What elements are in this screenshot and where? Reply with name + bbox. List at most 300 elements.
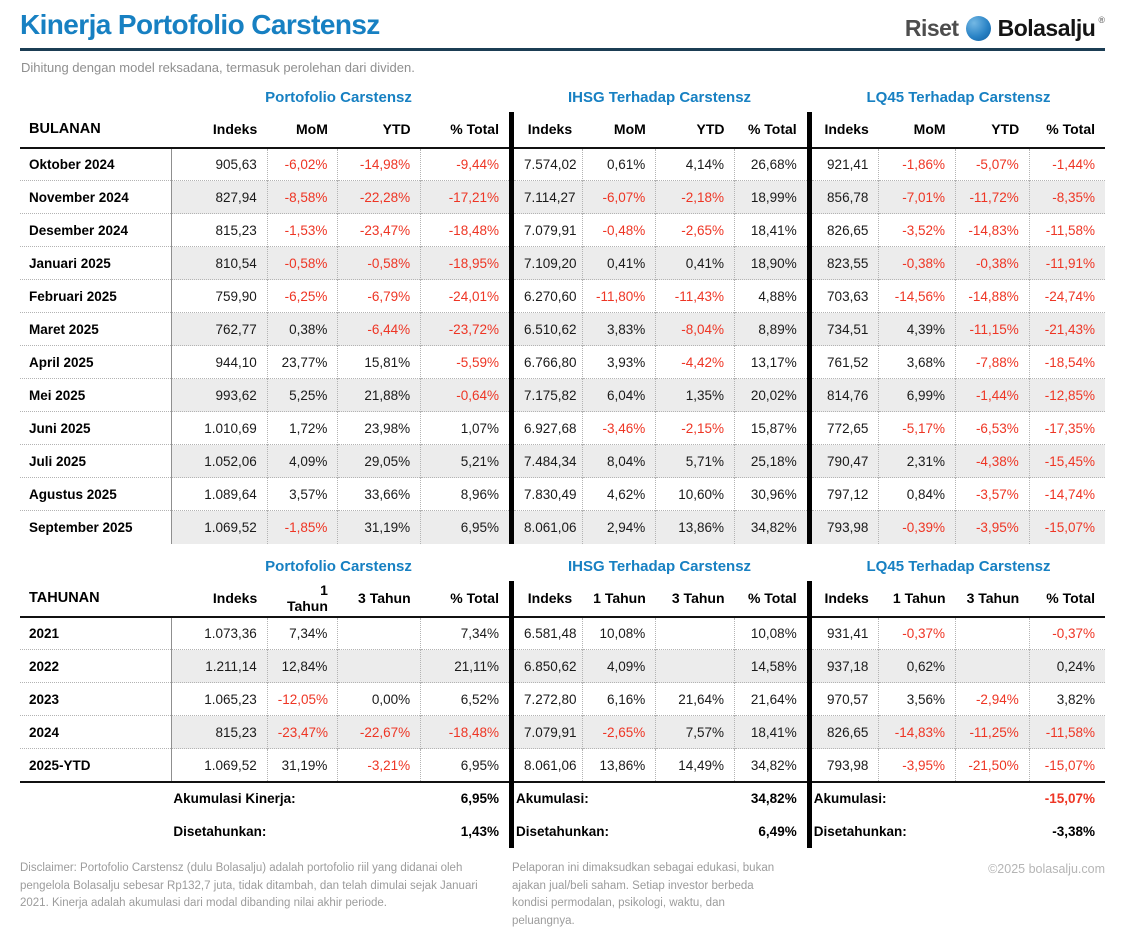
value-cell: 25,18% (735, 445, 810, 478)
value-cell: 797,12 (809, 478, 879, 511)
value-cell: -23,47% (338, 214, 421, 247)
value-cell: 6,04% (582, 379, 656, 412)
value-cell: -8,35% (1029, 181, 1105, 214)
value-cell: 7.079,91 (511, 716, 582, 749)
monthly-table-header (20, 112, 1105, 148)
value-cell: -14,83% (956, 214, 1030, 247)
summary-label: Disetahunkan: (511, 815, 655, 848)
monthly-section-titles (20, 89, 1105, 106)
value-cell: -9,44% (421, 148, 512, 181)
value-cell: 21,64% (735, 683, 810, 716)
value-cell: 8,04% (582, 445, 656, 478)
value-cell: 1.010,69 (171, 412, 267, 445)
col-header-mom: MoM (267, 112, 338, 148)
value-cell: -2,94% (956, 683, 1030, 716)
value-cell: -7,88% (956, 346, 1030, 379)
summary-row-disetahunkan (20, 815, 1105, 848)
value-cell: 793,98 (809, 511, 879, 544)
month-label: April 2025 (20, 346, 171, 379)
table-row (20, 749, 1105, 782)
value-cell: -22,67% (338, 716, 421, 749)
value-cell: -0,38% (879, 247, 956, 280)
value-cell: 31,19% (338, 511, 421, 544)
table-row (20, 214, 1105, 247)
value-cell: 856,78 (809, 181, 879, 214)
brand-logo (905, 16, 1105, 41)
value-cell: 905,63 (215, 157, 257, 173)
value-cell: 8,96% (421, 478, 512, 511)
col-header-1tahun: 1 Tahun (267, 581, 338, 617)
value-cell: 10,08% (582, 617, 656, 650)
value-cell: 1.211,14 (171, 650, 267, 683)
value-cell: -15,07% (1029, 511, 1105, 544)
value-cell: 3,57% (267, 478, 338, 511)
value-cell: -0,64% (421, 379, 512, 412)
summary-value: -3,38% (1052, 823, 1095, 839)
value-cell: 1.069,52 (171, 511, 267, 544)
table-row (20, 412, 1105, 445)
value-cell: 3,83% (582, 313, 656, 346)
value-cell: 0,24% (1029, 650, 1105, 683)
value-cell: -17,21% (421, 181, 512, 214)
table-row (20, 478, 1105, 511)
value-cell: -2,15% (656, 412, 735, 445)
col-header-indeks: Indeks (511, 581, 582, 617)
section-title-portofolio: Portofolio Carstensz (265, 557, 412, 575)
value-cell: 0,38% (267, 313, 338, 346)
section-title-lq45: LQ45 Terhadap Carstensz (866, 557, 1051, 575)
value-cell: -6,02% (267, 148, 338, 181)
col-header-indeks: Indeks (171, 581, 267, 617)
value-cell: 1.089,64 (171, 478, 267, 511)
value-cell: -2,18% (656, 181, 735, 214)
disclaimer-text: Disclaimer: Portofolio Carstensz (dulu Bolasalju) adalah portofolio riil yang didanai oleh pengelola Bolasalju sebesar Rp132,7 juta, tidak ditambah, dan telah dimulai sejak Januari 2021. Kinerja adalah akumulasi dari modal dibanding nilai akhir periode. (20, 861, 478, 910)
year-label: 2022 (20, 650, 171, 683)
value-cell: 815,23 (171, 214, 267, 247)
value-cell: 7,34% (421, 617, 512, 650)
value-cell: 970,57 (809, 683, 879, 716)
summary-label: Akumulasi Kinerja: (173, 791, 296, 807)
value-cell: -23,47% (267, 716, 338, 749)
value-cell: 4,09% (582, 650, 656, 683)
value-cell: -18,48% (421, 716, 512, 749)
col-header-1tahun: 1 Tahun (582, 581, 656, 617)
value-cell: -0,37% (879, 617, 956, 650)
value-cell: -0,58% (267, 247, 338, 280)
month-label: Januari 2025 (20, 247, 171, 280)
value-cell: 18,90% (735, 247, 810, 280)
registered-mark: ® (1098, 14, 1105, 25)
col-header-indeks: Indeks (809, 581, 879, 617)
col-header-total: % Total (1029, 112, 1105, 148)
value-cell: 772,65 (809, 412, 879, 445)
value-cell: 5,25% (267, 379, 338, 412)
value-cell: -18,95% (421, 247, 512, 280)
col-header-indeks: Indeks (171, 112, 267, 148)
col-header-3tahun: 3 Tahun (956, 581, 1030, 617)
value-cell: -3,95% (956, 511, 1030, 544)
value-cell: 1.073,36 (204, 626, 257, 642)
value-cell: 7.830,49 (511, 478, 582, 511)
value-cell: 1.065,23 (171, 683, 267, 716)
summary-label: Disetahunkan: (173, 823, 267, 839)
value-cell: -0,38% (956, 247, 1030, 280)
value-cell (956, 617, 1030, 650)
yearly-row-header: TAHUNAN (20, 581, 171, 617)
brand-riset-label: Riset (904, 14, 959, 41)
table-row (20, 346, 1105, 379)
value-cell: -14,56% (879, 280, 956, 313)
summary-label: Disetahunkan: (809, 815, 955, 848)
bolasalju-ball-icon (966, 16, 991, 41)
value-cell: 6.927,68 (511, 412, 582, 445)
month-label: November 2024 (20, 181, 171, 214)
value-cell: 6.270,60 (511, 280, 582, 313)
value-cell: 4,39% (879, 313, 956, 346)
value-cell: -12,85% (1029, 379, 1105, 412)
value-cell: -4,42% (656, 346, 735, 379)
value-cell: -17,35% (1029, 412, 1105, 445)
value-cell: -3,52% (879, 214, 956, 247)
value-cell: -2,65% (656, 214, 735, 247)
value-cell: -2,65% (582, 716, 656, 749)
value-cell: 21,64% (656, 683, 735, 716)
monthly-row-header: BULANAN (20, 112, 171, 148)
col-header-ytd: YTD (956, 112, 1030, 148)
value-cell: 7,57% (656, 716, 735, 749)
table-row (20, 511, 1105, 544)
value-cell: -18,54% (1029, 346, 1105, 379)
col-header-ytd: YTD (338, 112, 421, 148)
value-cell: -8,58% (267, 181, 338, 214)
value-cell (338, 617, 421, 650)
value-cell: 23,98% (338, 412, 421, 445)
value-cell: -24,74% (1029, 280, 1105, 313)
value-cell: -1,85% (267, 511, 338, 544)
value-cell: 13,17% (735, 346, 810, 379)
col-header-3tahun: 3 Tahun (656, 581, 735, 617)
value-cell: -3,95% (879, 749, 956, 782)
value-cell: 15,87% (735, 412, 810, 445)
value-cell: 0,62% (879, 650, 956, 683)
summary-spacer (20, 815, 171, 848)
value-cell: 6,95% (421, 511, 512, 544)
summary-row-akumulasi (20, 782, 1105, 815)
value-cell: 8.061,06 (511, 749, 582, 782)
value-cell: 790,47 (809, 445, 879, 478)
value-cell: -6,53% (956, 412, 1030, 445)
summary-value: 1,43% (460, 823, 499, 839)
value-cell: 21,11% (421, 650, 512, 683)
section-title-lq45: LQ45 Terhadap Carstensz (866, 88, 1051, 106)
month-label: Februari 2025 (20, 280, 171, 313)
value-cell: -12,05% (267, 683, 338, 716)
value-cell: -0,37% (1029, 617, 1105, 650)
value-cell: 823,55 (809, 247, 879, 280)
education-note: Pelaporan ini dimaksudkan sebagai edukasi, bukan ajakan jual/beli saham. Setiap investor berbeda kondisi permodalan, psikologi, waktu, dan peluangnya. (512, 861, 775, 928)
value-cell: 15,81% (338, 346, 421, 379)
value-cell: -6,07% (582, 181, 656, 214)
value-cell: 8,89% (735, 313, 810, 346)
value-cell: 7,34% (267, 617, 338, 650)
summary-value: 6,49% (758, 823, 797, 839)
value-cell: 3,93% (582, 346, 656, 379)
masthead (20, 0, 1105, 41)
section-title-ihsg: IHSG Terhadap Carstensz (567, 88, 752, 106)
table-row (20, 379, 1105, 412)
value-cell: 1.052,06 (171, 445, 267, 478)
yearly-performance-table (20, 581, 1105, 848)
page-title: Kinerja Portofolio Carstensz (20, 9, 380, 40)
value-cell: 33,66% (338, 478, 421, 511)
value-cell: 734,51 (809, 313, 879, 346)
table-row (20, 313, 1105, 346)
value-cell (656, 650, 735, 683)
value-cell: 13,86% (582, 749, 656, 782)
value-cell: -6,25% (267, 280, 338, 313)
monthly-table-body (20, 148, 1105, 544)
value-cell: 814,76 (809, 379, 879, 412)
value-cell: 7.574,02 (511, 148, 582, 181)
table-row (20, 617, 1105, 650)
table-row (20, 181, 1105, 214)
value-cell: 2,94% (582, 511, 656, 544)
month-label: Maret 2025 (20, 313, 171, 346)
summary-value: -15,07% (1044, 791, 1095, 807)
summary-label: Akumulasi: (809, 782, 955, 815)
value-cell: 7.175,82 (511, 379, 582, 412)
value-cell: 921,41 (809, 148, 879, 181)
value-cell: 761,52 (809, 346, 879, 379)
table-row (20, 247, 1105, 280)
value-cell: 793,98 (809, 749, 879, 782)
value-cell: -22,28% (338, 181, 421, 214)
value-cell: 6,16% (582, 683, 656, 716)
value-cell: 993,62 (171, 379, 267, 412)
col-header-total: % Total (421, 581, 512, 617)
col-header-total: % Total (421, 112, 512, 148)
value-cell: 815,23 (171, 716, 267, 749)
value-cell: -5,07% (956, 148, 1030, 181)
month-label: Desember 2024 (20, 214, 171, 247)
value-cell: 4,62% (582, 478, 656, 511)
report-subtitle: Dihitung dengan model reksadana, termasuk perolehan dari dividen. (21, 59, 415, 75)
value-cell: 18,99% (735, 181, 810, 214)
value-cell: 6.510,62 (511, 313, 582, 346)
monthly-performance-table (20, 112, 1105, 544)
value-cell: 7.484,34 (511, 445, 582, 478)
value-cell: 10,60% (656, 478, 735, 511)
value-cell: -11,58% (1029, 214, 1105, 247)
value-cell: -4,38% (956, 445, 1030, 478)
value-cell: -3,57% (956, 478, 1030, 511)
col-header-indeks: Indeks (511, 112, 582, 148)
value-cell: 7.272,80 (511, 683, 582, 716)
value-cell: 827,94 (171, 181, 267, 214)
col-header-1tahun: 1 Tahun (879, 581, 956, 617)
month-label: Juni 2025 (20, 412, 171, 445)
value-cell: -6,79% (338, 280, 421, 313)
value-cell: 14,49% (656, 749, 735, 782)
value-cell: 0,84% (879, 478, 956, 511)
brand-bolasalju-label: Bolasalju (997, 14, 1096, 41)
value-cell: -5,59% (421, 346, 512, 379)
value-cell: 759,90 (171, 280, 267, 313)
summary-spacer (20, 782, 171, 815)
value-cell: 29,05% (338, 445, 421, 478)
value-cell: 34,82% (735, 511, 810, 544)
summary-label: Akumulasi: (511, 782, 655, 815)
value-cell: 826,65 (809, 214, 879, 247)
value-cell: -5,17% (879, 412, 956, 445)
value-cell: 931,41 (809, 617, 879, 650)
value-cell: 7.079,91 (511, 214, 582, 247)
summary-rows (20, 782, 1105, 848)
value-cell: 30,96% (735, 478, 810, 511)
value-cell: -11,15% (956, 313, 1030, 346)
section-title-ihsg: IHSG Terhadap Carstensz (567, 557, 752, 575)
value-cell: 944,10 (171, 346, 267, 379)
copyright: ©2025 bolasalju.com (988, 861, 1105, 876)
month-label: Agustus 2025 (20, 478, 171, 511)
col-header-mom: MoM (879, 112, 956, 148)
value-cell: 0,61% (582, 148, 656, 181)
value-cell: -18,48% (421, 214, 512, 247)
title-underline (20, 48, 1105, 51)
value-cell: -21,43% (1029, 313, 1105, 346)
value-cell: 0,41% (582, 247, 656, 280)
value-cell: 6,99% (879, 379, 956, 412)
report-page (20, 0, 1105, 931)
table-row (20, 280, 1105, 313)
year-label: 2021 (20, 617, 171, 650)
table-row (20, 683, 1105, 716)
value-cell: -15,07% (1029, 749, 1105, 782)
value-cell: 6.850,62 (511, 650, 582, 683)
value-cell: -0,48% (582, 214, 656, 247)
col-header-ytd: YTD (656, 112, 735, 148)
value-cell: 21,88% (338, 379, 421, 412)
summary-value: 6,95% (460, 791, 499, 807)
value-cell: -3,21% (338, 749, 421, 782)
yearly-table-body (20, 617, 1105, 782)
table-row (20, 716, 1105, 749)
value-cell: 12,84% (267, 650, 338, 683)
value-cell: -11,72% (956, 181, 1030, 214)
section-title-portofolio: Portofolio Carstensz (265, 88, 412, 106)
value-cell: 703,63 (809, 280, 879, 313)
yearly-section-titles (20, 558, 1105, 575)
value-cell: 1.069,52 (171, 749, 267, 782)
month-label: September 2025 (20, 511, 171, 544)
value-cell: 0,41% (656, 247, 735, 280)
value-cell: 10,08% (735, 617, 810, 650)
value-cell: -0,58% (338, 247, 421, 280)
value-cell: -1,44% (1029, 148, 1105, 181)
value-cell: -11,43% (656, 280, 735, 313)
value-cell: 810,54 (171, 247, 267, 280)
value-cell: 6.581,48 (511, 617, 582, 650)
value-cell: -23,72% (421, 313, 512, 346)
value-cell: 826,65 (809, 716, 879, 749)
table-row (20, 650, 1105, 683)
value-cell: -1,53% (267, 214, 338, 247)
value-cell: -11,25% (956, 716, 1030, 749)
month-label: Juli 2025 (20, 445, 171, 478)
value-cell: 4,88% (735, 280, 810, 313)
value-cell: -14,98% (338, 148, 421, 181)
value-cell (338, 650, 421, 683)
value-cell: 8.061,06 (511, 511, 582, 544)
value-cell: 3,56% (879, 683, 956, 716)
value-cell: -8,04% (656, 313, 735, 346)
value-cell: -6,44% (338, 313, 421, 346)
value-cell: 34,82% (735, 749, 810, 782)
value-cell: 3,82% (1029, 683, 1105, 716)
value-cell: 6,95% (421, 749, 512, 782)
value-cell: -7,01% (879, 181, 956, 214)
col-header-3tahun: 3 Tahun (338, 581, 421, 617)
value-cell: 13,86% (656, 511, 735, 544)
value-cell: 14,58% (735, 650, 810, 683)
value-cell (956, 650, 1030, 683)
value-cell: 23,77% (267, 346, 338, 379)
value-cell: -0,39% (879, 511, 956, 544)
col-header-total: % Total (735, 112, 810, 148)
year-label: 2023 (20, 683, 171, 716)
value-cell: 6.766,80 (511, 346, 582, 379)
value-cell: -3,46% (582, 412, 656, 445)
footer (20, 860, 1105, 931)
value-cell: 4,09% (267, 445, 338, 478)
value-cell: -14,74% (1029, 478, 1105, 511)
month-label: Mei 2025 (20, 379, 171, 412)
value-cell: 7.114,27 (511, 181, 582, 214)
value-cell: -1,44% (956, 379, 1030, 412)
value-cell: 6,52% (421, 683, 512, 716)
value-cell: -11,58% (1029, 716, 1105, 749)
month-label: Oktober 2024 (20, 148, 171, 181)
value-cell: 31,19% (267, 749, 338, 782)
col-header-total: % Total (1029, 581, 1105, 617)
value-cell: 20,02% (735, 379, 810, 412)
value-cell: 5,71% (656, 445, 735, 478)
value-cell: 7.109,20 (511, 247, 582, 280)
value-cell: 3,68% (879, 346, 956, 379)
table-row (20, 445, 1105, 478)
value-cell: -14,88% (956, 280, 1030, 313)
value-cell: 18,41% (735, 214, 810, 247)
yearly-table-header (20, 581, 1105, 617)
value-cell: -21,50% (956, 749, 1030, 782)
value-cell: 1,72% (267, 412, 338, 445)
year-label: 2024 (20, 716, 171, 749)
value-cell: 937,18 (809, 650, 879, 683)
value-cell: -11,91% (1029, 247, 1105, 280)
year-label: 2025-YTD (20, 749, 171, 782)
value-cell: 762,77 (171, 313, 267, 346)
col-header-indeks: Indeks (809, 112, 879, 148)
value-cell: 0,00% (338, 683, 421, 716)
summary-value: 34,82% (750, 791, 797, 807)
value-cell (656, 617, 735, 650)
value-cell: 1,35% (656, 379, 735, 412)
value-cell: 2,31% (879, 445, 956, 478)
value-cell: -1,86% (879, 148, 956, 181)
col-header-total: % Total (735, 581, 810, 617)
value-cell: -24,01% (421, 280, 512, 313)
col-header-mom: MoM (582, 112, 656, 148)
